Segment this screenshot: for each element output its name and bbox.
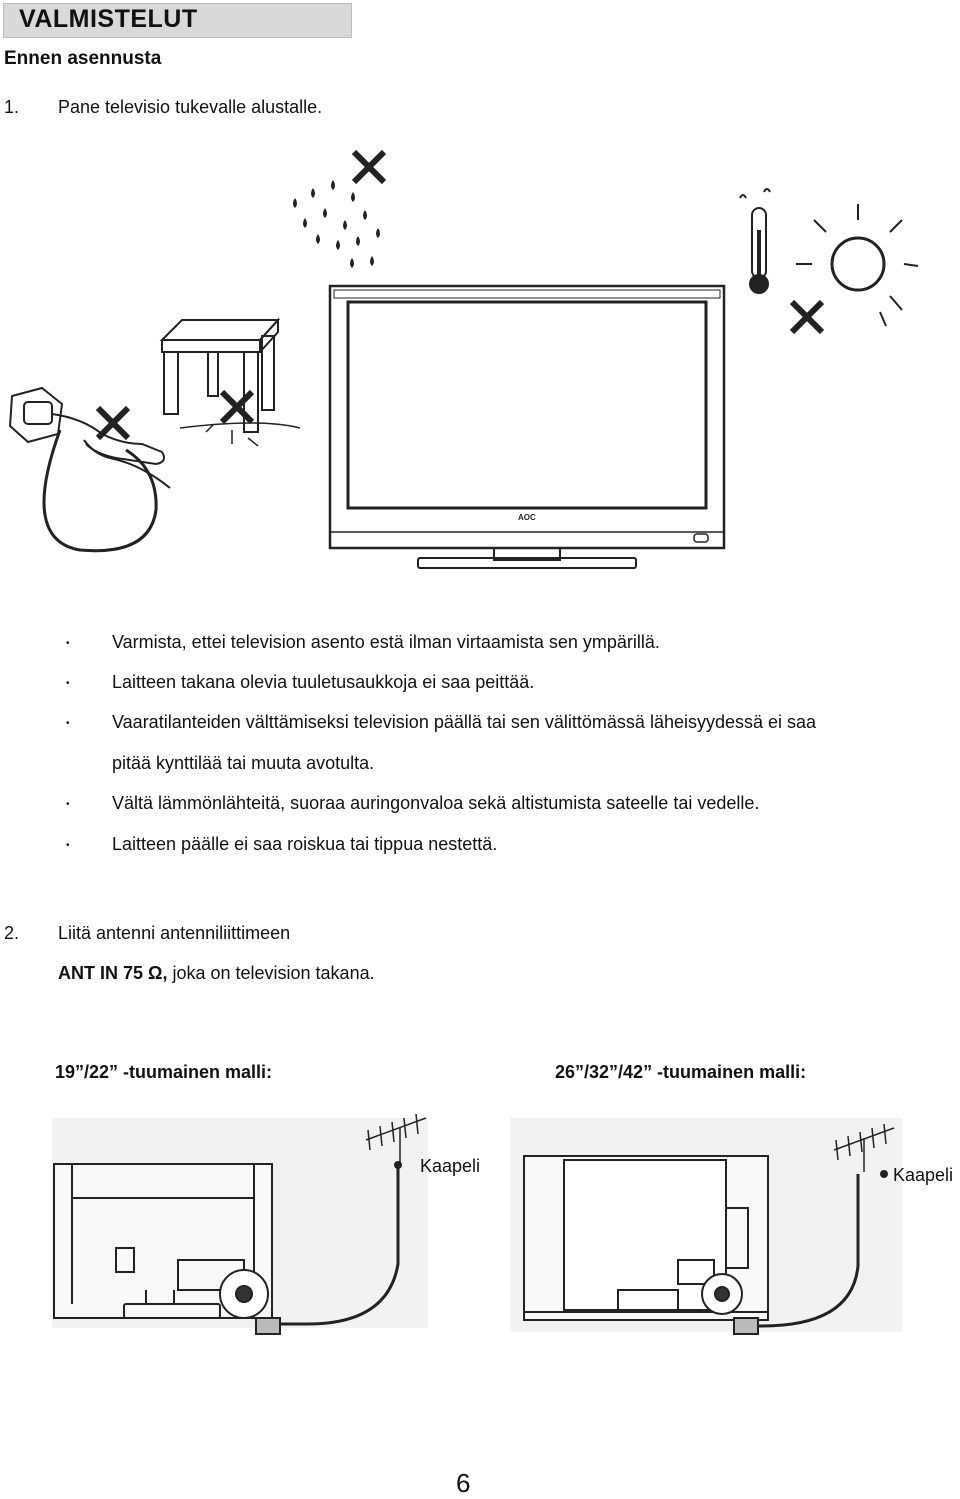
bullet-marker: • <box>66 840 70 851</box>
section-subtitle: Ennen asennusta <box>4 48 162 69</box>
step2-connector-line <box>58 963 375 984</box>
step2-text: Liitä antenni antenniliittimeen <box>58 923 291 943</box>
small-model-label: 19”/22” -tuumainen malli: <box>55 1062 273 1082</box>
thermometer-icon <box>740 189 770 293</box>
connector-location: joka on television takana. <box>167 963 375 983</box>
bullet-marker: • <box>66 678 70 689</box>
bullet-item: Laitteen takana olevia tuuletusaukkoja ei saa peittää. <box>112 672 535 692</box>
bullet-item: Vältä lämmönlähteitä, suoraa auringonvaloa sekä altistumista sateelle tai vedelle. <box>112 793 760 813</box>
bullet-marker: • <box>66 718 70 729</box>
step1-number: 1. <box>4 97 20 117</box>
bullet-item: Laitteen päälle ei saa roiskua tai tippua nestettä. <box>112 834 498 854</box>
section-title: VALMISTELUT <box>19 5 198 33</box>
cable-label-right: Kaapeli <box>893 1165 954 1185</box>
large-model-antenna-diagram <box>508 1108 960 1338</box>
step2-number: 2. <box>4 923 20 943</box>
bullet-marker: • <box>66 799 70 810</box>
table-edge <box>180 423 300 428</box>
tv-logo: AOC <box>518 513 536 522</box>
small-model-antenna-diagram <box>50 1108 490 1338</box>
cross-icon-cable <box>98 408 128 438</box>
cable-label-left: Kaapeli <box>420 1156 481 1176</box>
rain-icon <box>293 180 380 268</box>
bullet-item: Vaaratilanteiden välttämiseksi television päällä tai sen välittömässä läheisyydessä ei saa <box>112 712 817 732</box>
tv-placement-illustration <box>0 140 960 580</box>
large-model-label: 26”/32”/42” -tuumainen malli: <box>555 1062 807 1082</box>
bullet-marker: • <box>66 638 70 649</box>
cross-icon-stool <box>222 392 252 422</box>
cross-icon-rain <box>354 152 384 182</box>
bullet-item-continued: pitää kynttilää tai muuta avotulta. <box>112 753 375 773</box>
spark-icon <box>206 424 258 446</box>
page-number: 6 <box>456 1468 471 1498</box>
step1-text: Pane televisio tukevalle alustalle. <box>58 97 323 117</box>
cross-icon-sun <box>792 302 822 332</box>
bullet-item: Varmista, ettei television asento estä ilman virtaamista sen ympärillä. <box>112 632 660 652</box>
connector-name: ANT IN 75 Ω, <box>58 963 168 983</box>
stool-icon <box>162 320 278 432</box>
tv-illustration <box>330 286 724 568</box>
power-cable <box>44 430 156 551</box>
